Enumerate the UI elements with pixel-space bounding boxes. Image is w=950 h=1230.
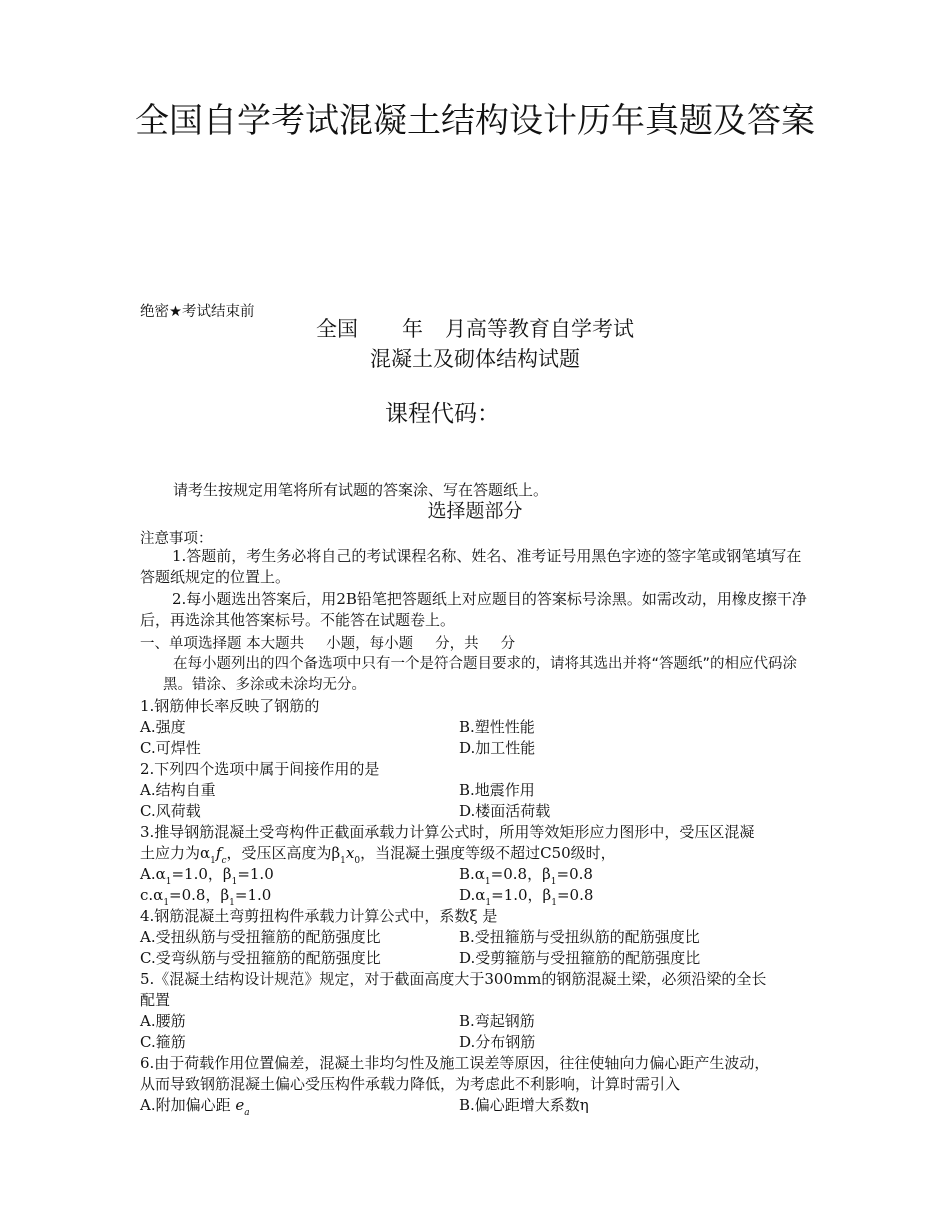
part-one-heading — [140, 632, 515, 653]
option-d: D.分布钢筋 — [459, 1033, 536, 1051]
question-stem: 1.钢筋伸长率反映了钢筋的 — [140, 697, 320, 715]
stem-text: ，受压区高度为β — [226, 844, 341, 862]
exam-name — [0, 313, 950, 343]
part-one-heading-part: 一、单项选择题 本大题共 — [140, 636, 305, 652]
subscript: 1 — [551, 898, 557, 908]
option-a: A.结构自重 — [140, 781, 216, 799]
option-b: B.地震作用 — [459, 781, 535, 799]
option-d: D.加工性能 — [459, 739, 536, 757]
option-d: D.楼面活荷载 — [459, 802, 551, 820]
option-b: B.弯起钢筋 — [459, 1012, 535, 1030]
option-c: C.风荷载 — [140, 802, 201, 820]
part-one-heading-part: 小题，每小题 — [326, 636, 414, 652]
option-a: A.强度 — [140, 718, 186, 736]
question-stem: 4.钢筋混凝土弯剪扭构件承载力计算公式中，系数ξ 是 — [140, 907, 498, 925]
secret-mark: 绝密★考试结束前 — [140, 304, 255, 320]
option-c: C.可焊性 — [140, 739, 201, 757]
option-text: D.α — [459, 886, 486, 904]
exam-name-part: 年 — [402, 317, 423, 341]
stem-text: 土应力为α — [140, 844, 211, 862]
part-one-instruction: 在每小题列出的四个备选项中只有一个是符合题目要求的，请将其选出并将“答题纸”的相应代码涂黑。错涂、多涂或未涂均无分。 — [163, 656, 798, 693]
subscript: 1 — [340, 856, 346, 866]
part-one-heading-part: 分，共 — [435, 636, 479, 652]
stem-text: ，当混凝土强度等级不超过C50级时， — [360, 844, 616, 862]
exam-name-part: 全国 — [316, 317, 358, 341]
symbol-x: x — [345, 844, 355, 862]
option-b: B.塑性性能 — [459, 718, 535, 736]
course-code-label: 课程代码： — [385, 401, 500, 427]
notes-heading: 注意事项： — [140, 531, 213, 547]
subscript: c — [221, 856, 227, 866]
subscript: 1 — [485, 898, 492, 908]
exam-name-part: 月高等教育自学考试 — [445, 317, 634, 341]
option-text: =1.0 — [237, 865, 274, 883]
question-stem-line2: 配置 — [140, 991, 171, 1009]
question-stem: 5.《混凝土结构设计规范》规定，对于截面高度大于300mm的钢筋混凝土梁，必须沿梁的全长 — [140, 970, 767, 988]
note-item: 1.答题前，考生务必将自己的考试课程名称、姓名、准考证号用黑色字迹的签字笔或钢笔填写在答题纸规定的位置上。 — [140, 547, 802, 586]
subscript: 1 — [484, 877, 491, 887]
option-d: D.受剪箍筋与受扭箍筋的配筋强度比 — [459, 949, 701, 967]
question-stem: 6.由于荷载作用位置偏差，混凝土非均匀性及施工误差等原因，往往使轴向力偏心距产生波动， — [140, 1054, 770, 1072]
note-item: 2.每小题选出答案后，用2B铅笔把答题纸上对应题目的答案标号涂黑。如需改动，用橡皮擦干净后，再选涂其他答案标号。不能答在试题卷上。 — [140, 590, 807, 629]
question-stem: 2.下列四个选项中属于间接作用的是 — [140, 760, 380, 778]
subscript: 1 — [165, 877, 172, 887]
option-text: =0.8 — [556, 865, 593, 883]
subscript: 0 — [354, 856, 361, 866]
symbol-e: e — [235, 1096, 245, 1114]
option-c: C.受弯纵筋与受扭箍筋的配筋强度比 — [140, 949, 381, 967]
option-a: A.腰筋 — [140, 1012, 186, 1030]
subscript: 1 — [550, 877, 557, 887]
section-title: 选择题部分 — [427, 500, 523, 522]
subscript: 1 — [210, 856, 216, 866]
option-text: =0.8，β — [490, 865, 551, 883]
instruction: 请考生按规定用笔将所有试题的答案涂、写在答题纸上。 — [173, 481, 549, 499]
option-text: A.α — [140, 865, 166, 883]
option-text: =0.8 — [556, 886, 594, 904]
subscript: 1 — [229, 898, 235, 908]
exam-subject: 混凝土及砌体结构试题 — [370, 347, 580, 371]
option-c: C.箍筋 — [140, 1033, 186, 1051]
option-b: B.偏心距增大系数η — [459, 1096, 589, 1114]
option-b: B.受扭箍筋与受扭纵筋的配筋强度比 — [459, 928, 700, 946]
document-title: 全国自学考试混凝土结构设计历年真题及答案 — [135, 101, 815, 141]
symbol-f: f — [215, 844, 222, 862]
option-text: =0.8，β — [169, 886, 230, 904]
subscript: 1 — [163, 898, 170, 908]
part-one-heading-part: 分 — [500, 636, 516, 652]
question-stem-line2: 从而导致钢筋混凝土偏心受压构件承载力降低，为考虑此不利影响，计算时需引入 — [140, 1075, 681, 1093]
option-a — [140, 1095, 250, 1124]
option-text: =1.0，β — [171, 865, 232, 883]
option-text: c.α — [140, 886, 164, 904]
option-text: =1.0 — [234, 886, 272, 904]
subscript: 1 — [231, 877, 238, 887]
option-text: =1.0，β — [491, 886, 552, 904]
subscript: a — [244, 1108, 250, 1118]
option-text: B.α — [459, 865, 485, 883]
question-stem: 3.推导钢筋混凝土受弯构件正截面承载力计算公式时，所用等效矩形应力图形中，受压区混凝 — [140, 823, 755, 841]
option-a: A.受扭纵筋与受扭箍筋的配筋强度比 — [140, 928, 381, 946]
option-text: A.附加偏心距 — [140, 1096, 231, 1114]
